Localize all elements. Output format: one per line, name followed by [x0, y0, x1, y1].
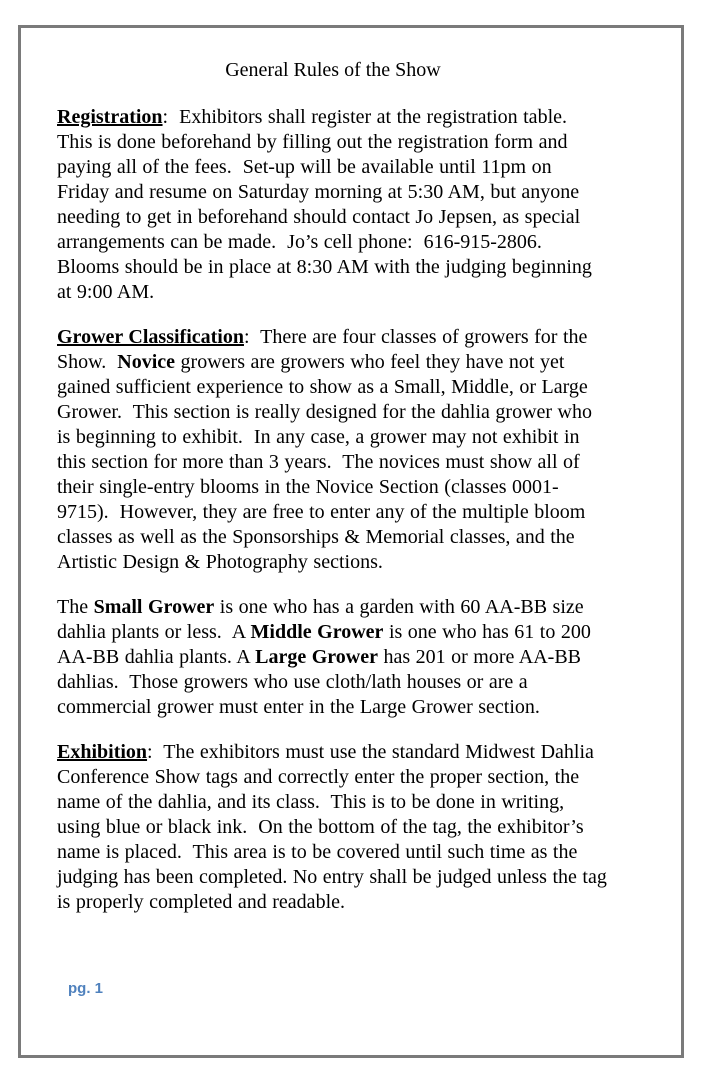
page-content [57, 58, 613, 935]
text-segment: Grower Classification [57, 326, 244, 348]
text-segment: growers are growers who feel they have not yet gained sufficient experience to show as a Small, Middle, or Large Grower. This section is really designed for the dahlia grower who is beginning to exhibit. In any case, a grower may not exhibit in this section for more than 3 years. The novices must show all of their single-entry blooms in the Novice Section (classes 0001-9715). However, they are free to enter any of the multiple bloom classes as well as the Sponsorships & Memorial classes, and the Artistic Design & Photography sections. [57, 351, 598, 573]
text-segment: is one who has a garden with 60 AA-BB size dahlia plants or less. A [57, 596, 590, 643]
text-segment: is one who has 61 to 200 AA-BB dahlia plants. A [57, 621, 596, 668]
page-border [18, 25, 684, 1058]
paragraph-exhibition [57, 740, 613, 915]
text-segment: Large Grower [255, 646, 378, 668]
text-segment: : There are four classes of growers for the Show. [57, 326, 593, 373]
text-segment: Registration [57, 106, 163, 128]
text-segment: Middle Grower [250, 621, 384, 643]
page-number: pg. 1 [68, 980, 104, 997]
paragraph-grower-classification [57, 325, 609, 575]
page-title: General Rules of the Show [225, 59, 441, 81]
text-segment: Exhibition [57, 741, 148, 763]
paragraph-grower-sizes [57, 595, 609, 720]
paragraph-registration [57, 105, 609, 305]
text-segment: : The exhibitors must use the standard Midwest Dahlia Conference Show tags and correctly enter the proper section, the name of the dahlia, and its class. This is to be done in writing, using blue or black ink. On the bottom of the tag, the exhibitor’s name is placed. This area is to be covered until such time as the judging has been completed. No entry shall be judged unless the tag is properly completed and readable. [57, 741, 613, 913]
document-body [57, 105, 613, 915]
text-segment: The [57, 596, 94, 618]
text-segment: Novice [117, 351, 176, 373]
text-segment: Small Grower [93, 596, 215, 618]
text-segment: has 201 or more AA-BB dahlias. Those growers who use cloth/lath houses or are a commercial grower must enter in the Large Grower section. [57, 646, 587, 718]
text-segment: : Exhibitors shall register at the registration table. This is done beforehand by filling out the registration form and paying all of the fees. Set-up will be available until 11pm on Friday and resume on Saturday morning at 5:30 AM, but anyone needing to get in beforehand should contact Jo Jepsen, as special arrangements can be made. Jo’s cell phone: 616-915-2806. Blooms should be in place at 8:30 AM with the judging beginning at 9:00 AM. [57, 106, 598, 303]
